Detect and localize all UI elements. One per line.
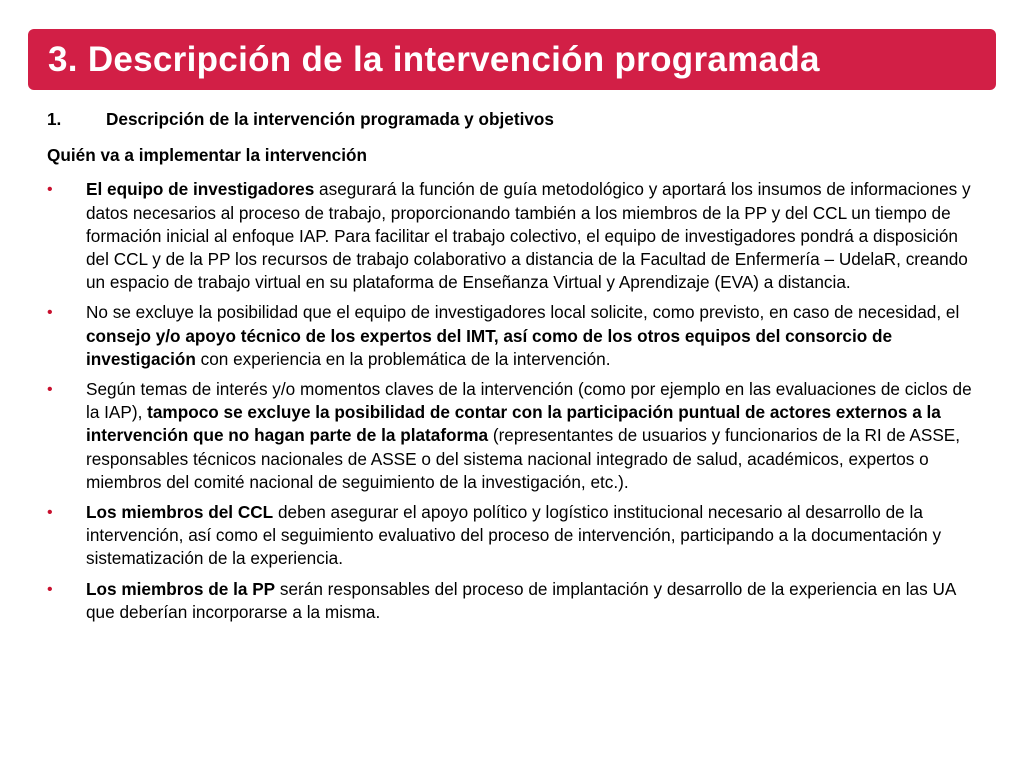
list-item [47,501,997,571]
bold-span: tampoco se excluye la posibilidad de contar con la participación puntual de actores externos a la intervención que no hagan parte de la plataforma [86,402,941,446]
bullet-list [47,178,997,624]
bullet-text [86,501,997,571]
bullet-text [86,178,997,294]
text-span: asegurará la función de guía metodológico y aportará los insumos de informaciones y datos necesarios al proceso de trabajo, proporcionando también a los miembros de la PP y del CCL un tiempo de formación inicial al enfoque IAP. Para facilitar el trabajo colectivo, el equipo de investigadores pondrá a disposición del CCL y de la PP los recursos de trabajo colaborativo a distancia de la Facultad de Enfermería – UdelaR, creando un espacio de trabajo virtual en su plataforma de Enseñanza Virtual y Aprendizaje (EVA) a distancia. [86,179,971,293]
item-text: Descripción de la intervención programada y objetivos [106,109,554,129]
list-item [47,378,997,494]
bullet-text [86,578,997,624]
text-span: (representantes de usuarios y funcionarios de la RI de ASSE, responsables técnicos nacionales de ASSE o del sistema nacional integrado de salud, académicos, expertos o miembros del comité nacional de seguimiento de la investigación, etc.). [86,425,961,492]
bold-span: El equipo de investigadores [86,179,315,200]
list-item [47,578,997,624]
bullet-icon: • [47,304,53,322]
title-bar [28,29,996,90]
bullet-icon: • [47,181,53,199]
bold-span: Los miembros del CCL [86,502,274,523]
text-span: Según temas de interés y/o momentos claves de la intervención (como por ejemplo en las evaluaciones de ciclos de la IAP), [86,379,972,423]
numbered-item [47,108,997,131]
bullet-text [86,378,997,494]
text-span: No se excluye la posibilidad que el equipo de investigadores local solicite, como previsto, en caso de necesidad, el [86,302,960,323]
subheading: Quién va a implementar la intervención [47,145,367,166]
item-number: 1. [47,109,62,129]
text-span: serán responsables del proceso de implantación y desarrollo de la experiencia en las UA que deberían incorporarse a la misma. [86,578,956,622]
slide-title: 3. Descripción de la intervención programada [48,40,820,79]
bullet-icon: • [47,504,53,522]
text-span: con experiencia en la problemática de la intervención. [195,348,611,369]
bullet-text [86,301,997,371]
bullet-icon: • [47,580,53,598]
bullet-icon: • [47,381,53,399]
text-span: deben asegurar el apoyo político y logístico institucional necesario al desarrollo de la intervención, así como el seguimiento evaluativo del proceso de intervención, participando a la documentación y sistematización de la experiencia. [86,502,942,569]
slide-body [47,108,997,631]
bold-span: consejo y/o apoyo técnico de los expertos del IMT, así como de los otros equipos del consorcio de investigación [86,325,893,369]
list-item [47,178,997,294]
list-item [47,301,997,371]
bold-span: Los miembros de la PP [86,578,276,599]
